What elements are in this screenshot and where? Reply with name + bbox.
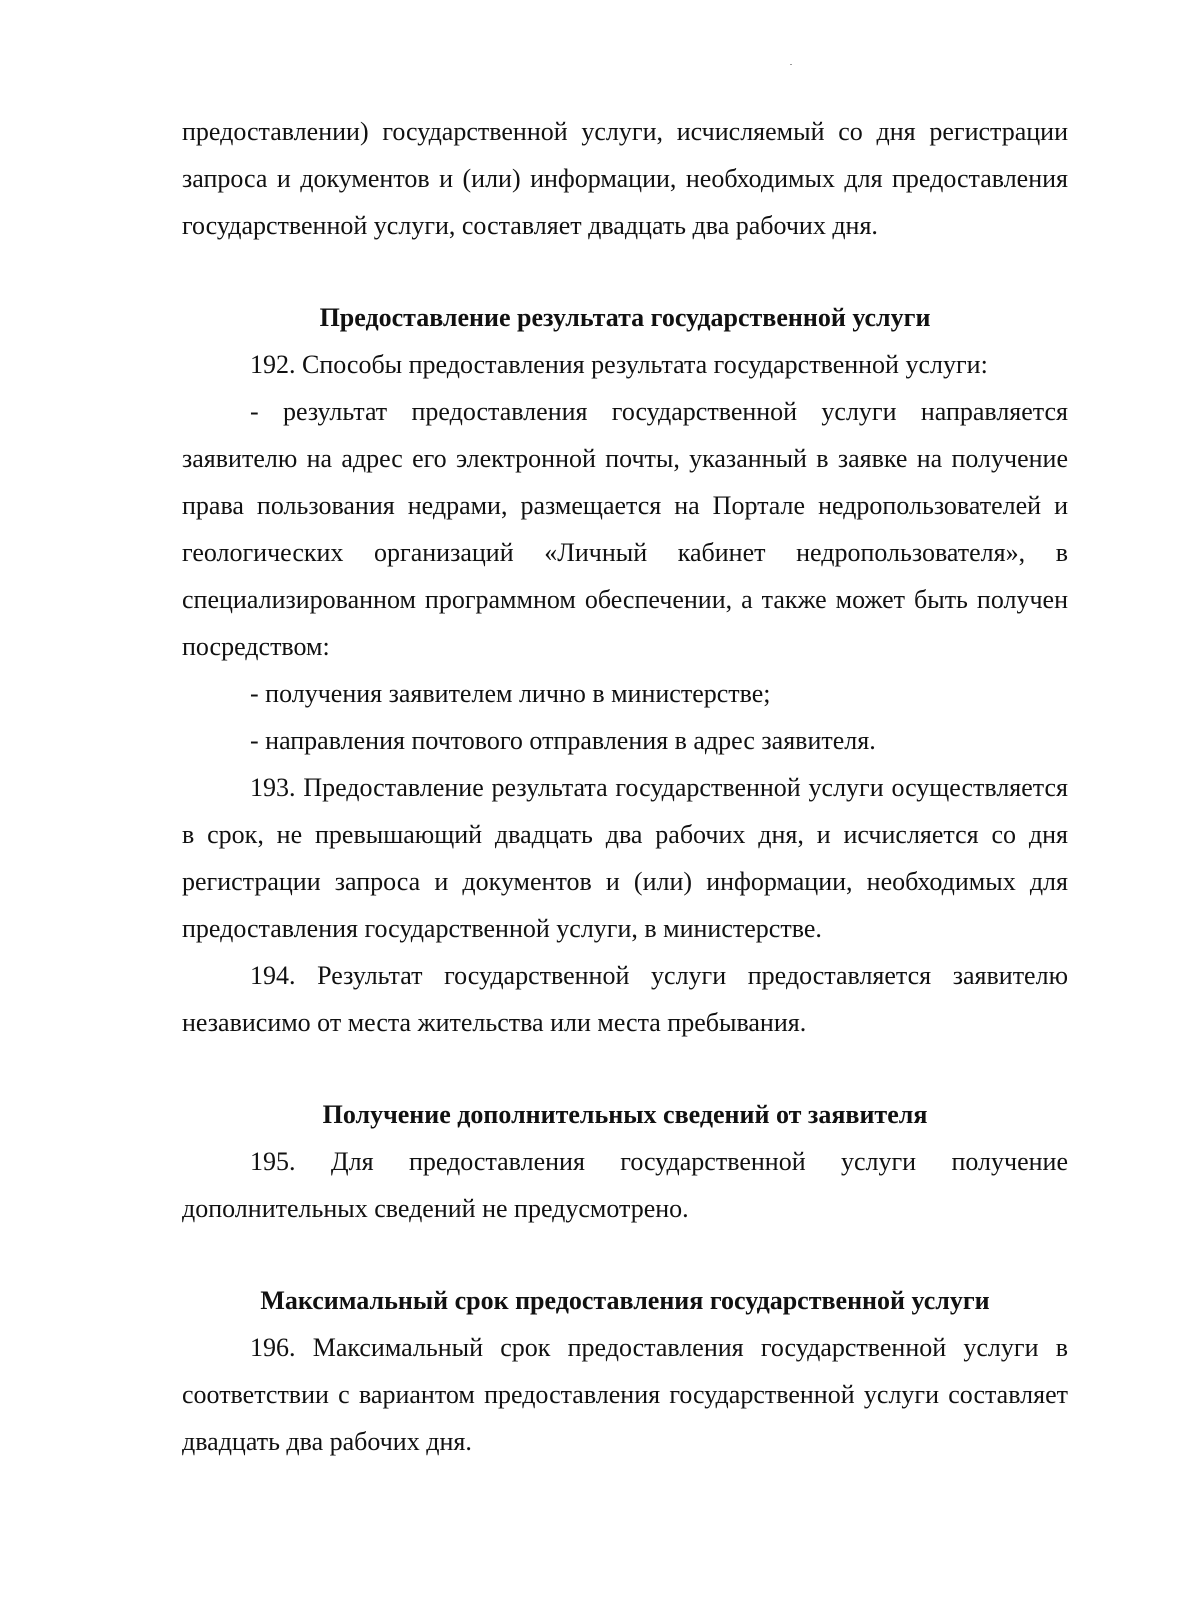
paragraph-195: 195. Для предоставления государственной услуги получение дополнительных сведений не предусмотрено.: [182, 1147, 1068, 1223]
paragraph-196: 196. Максимальный срок предоставления государственной услуги в соответствии с вариантом предоставления государственной услуги составляет двадцать два рабочих дня.: [182, 1333, 1068, 1456]
section-heading-result: Предоставление результата государственной услуги: [319, 303, 931, 332]
paragraph-continuation: предоставлении) государственной услуги, исчисляемый со дня регистрации запроса и документов и (или) информации, необходимых для предоставления государственной услуги, составляет двадцать два рабочих дня.: [182, 117, 1068, 240]
paragraph-192: 192. Способы предоставления результата государственной услуги:: [250, 350, 988, 379]
document-page: [182, 108, 1068, 1465]
list-item-in-person: - получения заявителем лично в министерстве;: [250, 679, 771, 708]
list-item-postal: - направления почтового отправления в адрес заявителя.: [250, 726, 876, 755]
list-item-result-delivery: - результат предоставления государственной услуги направляется заявителю на адрес его электронной почты, указанный в заявке на получение права пользования недрами, размещается на Портале недропользователей и геологических организаций «Личный кабинет недропользователя», в специализированном программном обеспечении, а также может быть получен посредством:: [182, 397, 1068, 661]
paragraph-194: 194. Результат государственной услуги предоставляется заявителю независимо от места жительства или места пребывания.: [182, 961, 1068, 1037]
paragraph-193: 193. Предоставление результата государственной услуги осуществляется в срок, не превышающий двадцать два рабочих дня, и исчисляется со дня регистрации запроса и документов и (или) информации, необходимых для предоставления государственной услуги, в министерстве.: [182, 773, 1068, 943]
section-heading-additional-info: Получение дополнительных сведений от заявителя: [322, 1100, 928, 1129]
section-heading-max-term: Максимальный срок предоставления государственной услуги: [260, 1286, 990, 1315]
scan-speck: [790, 64, 792, 65]
